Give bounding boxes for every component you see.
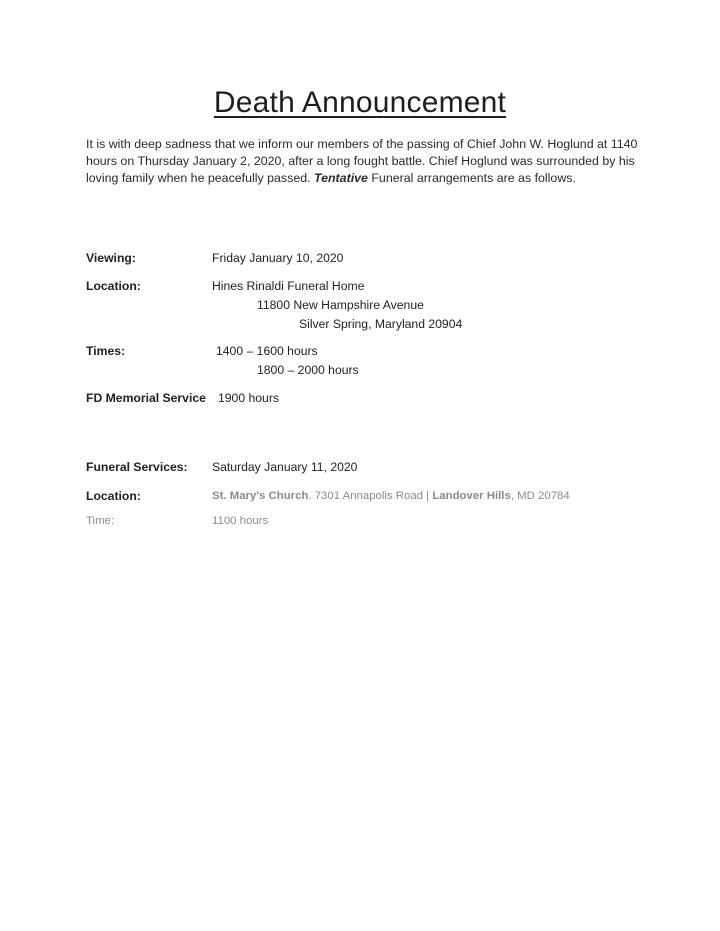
church-city: Landover Hills [432, 490, 511, 502]
church-name: St. Mary's Church [212, 490, 309, 502]
intro-paragraph [86, 136, 646, 187]
time2-value: 1100 hours [212, 515, 269, 527]
memorial-time: 1900 hours [218, 391, 279, 405]
location2-label: Location: [86, 489, 141, 503]
times-label: Times: [86, 344, 126, 358]
location2-address [212, 490, 570, 502]
location-label: Location: [86, 279, 141, 293]
location-name: Hines Rinaldi Funeral Home [212, 279, 365, 293]
time-slot-1: 1400 – 1600 hours [216, 344, 318, 358]
intro-emphasis: Tentative [313, 171, 368, 185]
viewing-label: Viewing: [86, 251, 136, 265]
intro-text-after: Funeral arrangements are as follows. [367, 171, 576, 185]
time2-label: Time: [86, 515, 115, 527]
church-state-zip: , MD 20784 [510, 490, 570, 502]
memorial-label: FD Memorial Service [86, 391, 206, 405]
viewing-date: Friday January 10, 2020 [212, 251, 344, 265]
location-city: Silver Spring, Maryland 20904 [299, 317, 463, 331]
church-street: . 7301 Annapolis Road | [308, 490, 433, 502]
page-title: Death Announcement [213, 86, 507, 119]
intro-text-before: It is with deep sadness that we inform our members of the passing of Chief John W. Hoglund at 1140 hours on Thursday January 2, 2020, after a long fought battle. Chief Hoglund was surrounded by his loving family when he peacefully passed. [86, 137, 638, 185]
funeral-label: Funeral Services: [86, 460, 188, 474]
time-slot-2: 1800 – 2000 hours [257, 363, 359, 377]
location-street: 11800 New Hampshire Avenue [257, 298, 424, 312]
funeral-date: Saturday January 11, 2020 [212, 460, 358, 474]
